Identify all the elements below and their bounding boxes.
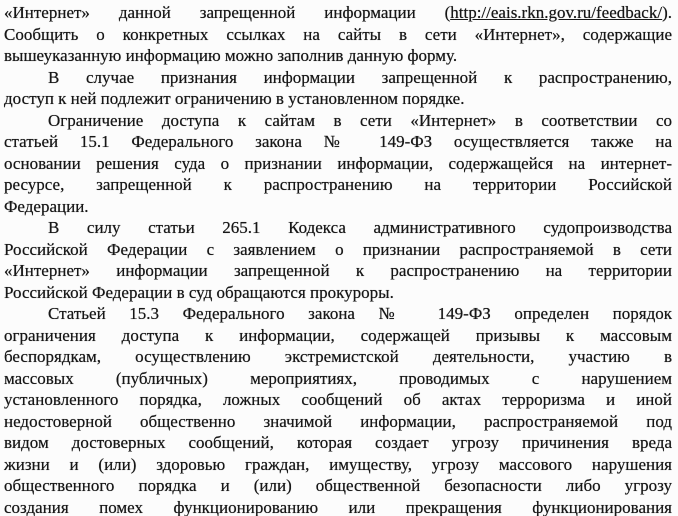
text-line: Сообщить о конкретных ссылках на сайты в сети «Интернет», содержащие — [4, 24, 672, 44]
text-line — [4, 2, 672, 24]
text-line: Статьей 15.3 Федерального закона № 149-ФЗ определен порядок — [48, 304, 672, 323]
text-line: установленного порядка, ложных сообщений об актах терроризма и иной — [4, 390, 672, 409]
text-line: ресурсе, запрещенной к распространению на территории Российской — [4, 175, 672, 194]
feedback-link[interactable]: http://eais.rkn.gov.ru/feedback/ — [450, 3, 663, 22]
text-line: Российской Федерации в суд обращаются прокуроры. — [4, 282, 394, 302]
text-line: «Интернет» информации запрещенной к распространению на территории — [4, 261, 672, 280]
text-line: В силу статьи 265.1 Кодекса административного судопроизводства — [48, 218, 672, 237]
text-line: создания помех функционированию или прекращения функционирования — [4, 497, 672, 516]
text-line: статьей 15.1 Федерального закона № 149-ФЗ осуществляется также на — [4, 132, 672, 151]
text-line: вышеуказанную информацию можно заполнив данную форму. — [4, 46, 458, 65]
text-line: общественного порядка и (или) общественной безопасности либо угрозу — [4, 476, 672, 495]
text-line: доступ к ней подлежит ограничению в установленном порядке. — [4, 89, 465, 108]
text-line: Федерации. — [4, 196, 89, 216]
text-line: жизни и (или) здоровью граждан, имуществу, угрозу массового нарушения — [4, 454, 672, 474]
text-line: ограничения доступа к информации, содержащей призывы к массовым — [4, 325, 672, 345]
line-text-post: ). — [662, 3, 672, 22]
line-text-pre: «Интернет» данной запрещенной информации ( — [4, 3, 451, 22]
text-line: Ограничение доступа к сайтам в сети «Интернет» в соответствии со — [48, 110, 672, 130]
text-line: недостоверной общественно значимой информации, распространяемой под — [4, 411, 672, 431]
text-line: основании решения суда о признании информации, содержащейся на интернет- — [4, 153, 672, 173]
text-line: массовых (публичных) мероприятиях, проводимых с нарушением — [4, 368, 672, 388]
text-line: беспорядкам, осуществлению экстремистской деятельности, участию в — [4, 347, 672, 366]
text-line: В случае признания информации запрещенной к распространению, — [48, 67, 672, 87]
text-line: видом достоверных сообщений, которая создает угрозу причинения вреда — [4, 433, 672, 452]
text-line: Российской Федерации с заявлением о признании распространяемой в сети — [4, 239, 672, 259]
